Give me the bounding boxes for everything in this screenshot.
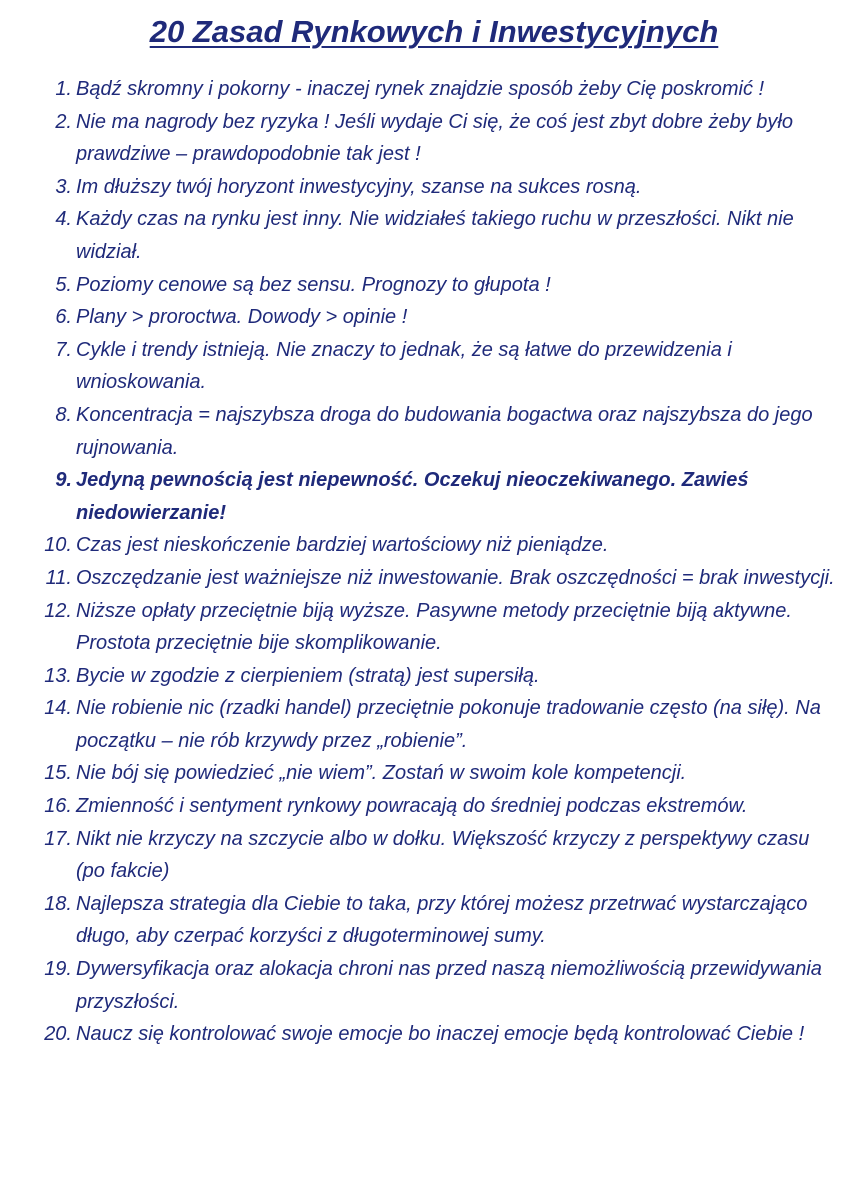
rule-number: 15. xyxy=(44,762,72,785)
list-item xyxy=(0,73,840,106)
rule-number: 14. xyxy=(44,697,72,720)
rule-number: 19. xyxy=(44,958,72,981)
rule-number: 6. xyxy=(55,306,72,329)
rule-number: 17. xyxy=(44,827,72,850)
rule-number: 7. xyxy=(55,338,72,361)
list-item xyxy=(0,562,840,595)
rule-number: 3. xyxy=(55,175,72,198)
rule-number: 4. xyxy=(55,208,72,231)
rule-text: Zmienność i sentyment rynkowy powracają do średniej podczas ekstremów. xyxy=(76,795,748,818)
rule-text: Jedyną pewnością jest niepewność. Oczekuj nieoczekiwanego. Zawieś niedowierzanie! xyxy=(76,469,749,524)
list-item xyxy=(0,757,840,790)
list-item xyxy=(0,106,840,171)
list-item xyxy=(0,692,840,757)
rule-text: Niższe opłaty przeciętnie biją wyższe. Pasywne metody przeciętnie biją aktywne. Prostota przeciętnie bije skomplikowanie. xyxy=(76,599,792,655)
rule-number: 20. xyxy=(44,1023,72,1046)
rule-text: Koncentracja = najszybsza droga do budowania bogactwa oraz najszybsza do jego rujnowania. xyxy=(76,403,813,459)
page-title: 20 Zasad Rynkowych i Inwestycyjnych xyxy=(149,14,719,49)
rule-text: Nikt nie krzyczy na szczycie albo w dołku. Większość krzyczy z perspektywy czasu (po fakcie) xyxy=(76,827,810,883)
rule-number: 9. xyxy=(55,469,72,492)
rule-text: Poziomy cenowe są bez sensu. Prognozy to głupota ! xyxy=(76,273,551,296)
rule-number: 12. xyxy=(44,599,72,622)
rule-number: 16. xyxy=(44,795,72,818)
rule-number: 11. xyxy=(45,566,72,589)
rule-text: Nie ma nagrody bez ryzyka ! Jeśli wydaje Ci się, że coś jest zbyt dobre żeby było prawdziwe – prawdopodobnie tak jest ! xyxy=(76,110,793,166)
list-item xyxy=(0,953,840,1018)
rule-text: Cykle i trendy istnieją. Nie znaczy to jednak, że są łatwe do przewidzenia i wnioskowania. xyxy=(76,338,732,394)
list-item xyxy=(0,301,840,334)
rule-number: 8. xyxy=(55,403,72,426)
rule-number: 18. xyxy=(44,892,72,915)
rule-text: Bycie w zgodzie z cierpieniem (stratą) jest supersiłą. xyxy=(76,664,540,687)
list-item xyxy=(0,660,840,693)
list-item xyxy=(0,790,840,823)
rule-text: Plany > proroctwa. Dowody > opinie ! xyxy=(76,306,408,329)
rule-text: Czas jest nieskończenie bardziej wartościowy niż pieniądze. xyxy=(76,534,609,557)
list-item xyxy=(0,464,840,529)
rule-text: Nie robienie nic (rzadki handel) przeciętnie pokonuje tradowanie często (na siłę). Na początku – nie rób krzywdy przez „robienie”. xyxy=(76,697,821,752)
list-item xyxy=(0,269,840,302)
list-item xyxy=(0,334,840,399)
list-item xyxy=(0,171,840,204)
rule-text: Oszczędzanie jest ważniejsze niż inwestowanie. Brak oszczędności = brak inwestycji. xyxy=(76,566,835,589)
rule-text: Najlepsza strategia dla Ciebie to taka, przy której możesz przetrwać wystarczająco długo, aby czerpać korzyści z długoterminowej sumy. xyxy=(76,892,808,948)
list-item xyxy=(0,1018,840,1051)
list-item xyxy=(0,823,840,888)
rule-text: Naucz się kontrolować swoje emocje bo inaczej emocje będą kontrolować Ciebie ! xyxy=(76,1023,805,1046)
list-item xyxy=(0,888,840,953)
rule-number: 1. xyxy=(55,78,72,100)
rule-text: Im dłuższy twój horyzont inwestycyjny, szanse na sukces rosną. xyxy=(76,175,642,198)
rule-number: 13. xyxy=(44,664,72,687)
rule-text: Każdy czas na rynku jest inny. Nie widziałeś takiego ruchu w przeszłości. Nikt nie widział. xyxy=(76,208,794,263)
list-item xyxy=(0,595,840,660)
rule-text: Dywersyfikacja oraz alokacja chroni nas przed naszą niemożliwością przewidywania przyszłości. xyxy=(76,958,822,1013)
rules-list xyxy=(0,73,840,1051)
rule-number: 2. xyxy=(55,110,72,133)
rule-number: 5. xyxy=(55,273,72,296)
list-item xyxy=(0,529,840,562)
rule-number: 10. xyxy=(44,534,72,557)
rule-text: Bądź skromny i pokorny - inaczej rynek znajdzie sposób żeby Cię poskromić ! xyxy=(76,78,765,100)
list-item xyxy=(0,203,840,268)
list-item xyxy=(0,399,840,464)
rule-text: Nie bój się powiedzieć „nie wiem”. Zostań w swoim kole kompetencji. xyxy=(76,762,687,785)
